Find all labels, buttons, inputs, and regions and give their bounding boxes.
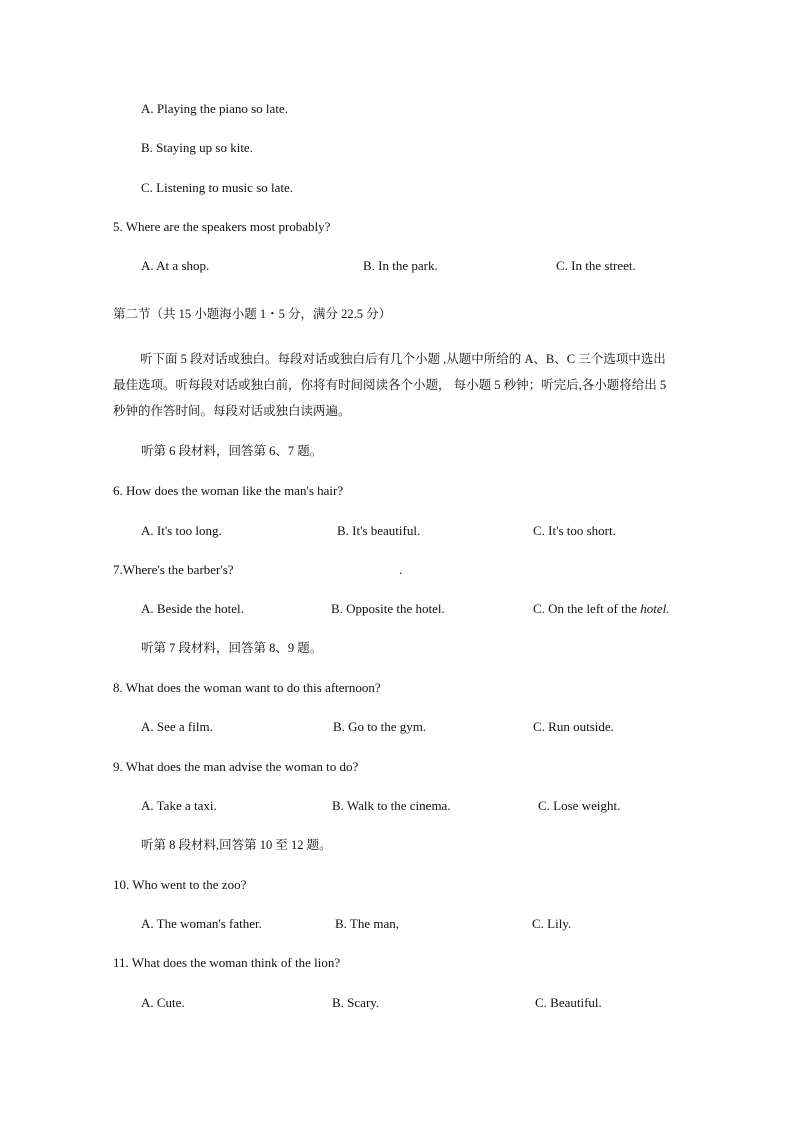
- material-7-label: 听第 7 段材料，回答第 8、9 题。: [141, 641, 323, 655]
- q6-question: 6. How does the woman like the man's hair?: [113, 483, 344, 498]
- q8-option-b: B. Go to the gym.: [333, 719, 427, 734]
- q6-option-a: A. It's too long.: [141, 523, 222, 538]
- q6-option-b: B. It's beautiful.: [337, 523, 421, 538]
- q10-question: 10. Who went to the zoo?: [113, 877, 247, 892]
- q7-trailing-dot: .: [399, 562, 403, 577]
- section-heading: 第二节（共 15 小题海小题 1・5 分，满分 22.5 分）: [113, 307, 392, 321]
- q7-option-c-text: C. On the left of the: [533, 601, 641, 616]
- section-instructions: 听下面 5 段对话或独白。每段对话或独白后有几个小题 ,从题中所给的 A、B、C 三个选项中选出最佳选项。听每段对话或独白前，你将有时间阅读各个小题， 每小题 5 秒钟；听完后,各小题将给出 5 秒钟的作答时间。每段对话或独白读两遍。: [113, 352, 667, 418]
- q7-option-a: A. Beside the hotel.: [141, 601, 244, 616]
- q9-option-c: C. Lose weight.: [538, 798, 621, 813]
- q5-option-b: B. In the park.: [363, 258, 438, 273]
- q4-option-a: A. Playing the piano so late.: [141, 101, 288, 116]
- q11-option-b: B. Scary.: [332, 995, 380, 1010]
- q9-option-a: A. Take a taxi.: [141, 798, 217, 813]
- q5-option-a: A. At a shop.: [141, 258, 210, 273]
- q9-option-b: B. Walk to the cinema.: [332, 798, 451, 813]
- q4-option-b: B. Staying up so kite.: [141, 140, 253, 155]
- q11-question: 11. What does the woman think of the lion?: [113, 955, 341, 970]
- q6-option-c: C. It's too short.: [533, 523, 616, 538]
- q7-option-c-italic: hotel.: [640, 601, 670, 616]
- q7-option-c: [533, 601, 669, 617]
- material-8-label: 听第 8 段材料,回答第 10 至 12 题。: [141, 838, 332, 852]
- q8-option-a: A. See a film.: [141, 719, 213, 734]
- q11-option-c: C. Beautiful.: [535, 995, 602, 1010]
- q8-question: 8. What does the woman want to do this afternoon?: [113, 680, 381, 695]
- q10-option-c: C. Lily.: [532, 916, 572, 931]
- q8-option-c: C. Run outside.: [533, 719, 614, 734]
- q5-question: 5. Where are the speakers most probably?: [113, 219, 331, 234]
- q7-question: 7.Where's the barber's?: [113, 562, 234, 577]
- q10-option-a: A. The woman's father.: [141, 916, 262, 931]
- material-6-label: 听第 6 段材料，回答第 6、7 题。: [141, 444, 323, 458]
- q10-option-b: B. The man,: [335, 916, 400, 931]
- q7-option-b: B. Opposite the hotel.: [331, 601, 445, 616]
- q5-option-c: C. In the street.: [556, 258, 636, 273]
- q11-option-a: A. Cute.: [141, 995, 185, 1010]
- q9-question: 9. What does the man advise the woman to do?: [113, 759, 359, 774]
- q4-option-c: C. Listening to music so late.: [141, 180, 294, 195]
